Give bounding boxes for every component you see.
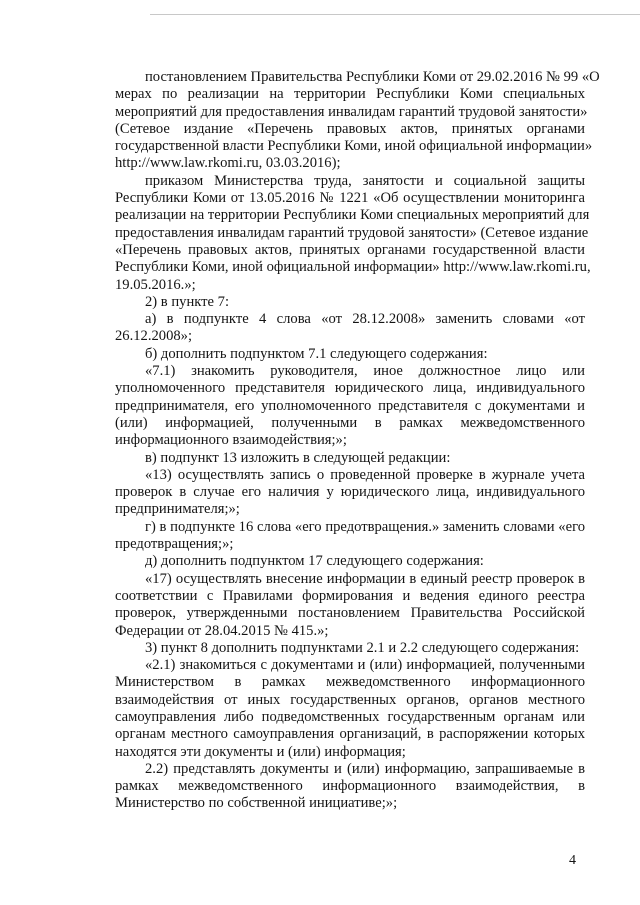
paragraph — [115, 657, 585, 761]
paragraph — [115, 761, 585, 813]
text-line: 2) в пункте 7: — [145, 293, 230, 310]
text-line: Министерством в рамках межведомственного информационного — [115, 674, 585, 691]
paragraph — [115, 553, 585, 570]
text-line: «2.1) знакомиться с документами и (или) информацией, полученными — [145, 657, 585, 674]
paragraph — [115, 69, 600, 173]
text-line: предпринимателя, его уполномоченного представителя с документами и — [115, 397, 585, 414]
text-line: «Перечень правовых актов, принятых органами государственной власти — [115, 241, 585, 258]
text-line: «13) осуществлять запись о проведенной проверке в журнале учета — [145, 466, 585, 483]
text-line: Республики Коми, иной официальной информации» http://www.law.rkomi.ru, — [115, 259, 591, 276]
text-line: (Сетевое издание «Перечень правовых актов, принятых органами — [115, 120, 585, 137]
paragraph — [115, 519, 585, 554]
text-line: http://www.law.rkomi.ru, 03.03.2016); — [115, 155, 341, 172]
text-line: Федерации от 28.04.2015 № 415.»; — [115, 622, 329, 639]
scan-edge-line — [150, 14, 640, 15]
text-line: уполномоченного представителя юридического лица, индивидуального — [115, 380, 585, 397]
text-line: 26.12.2008»; — [115, 328, 193, 345]
text-line: 3) пункт 8 дополнить подпунктами 2.1 и 2.2 следующего содержания: — [145, 639, 580, 656]
text-line: рамках межведомственного информационного взаимодействия, в — [115, 778, 585, 795]
text-line: в) подпункт 13 изложить в следующей редакции: — [145, 449, 451, 466]
paragraph — [115, 467, 585, 519]
text-line: реализации на территории Республики Коми специальных мероприятий для — [115, 207, 590, 224]
text-line: самоуправления либо подведомственных государственным органам или — [115, 708, 585, 725]
text-line: Министерство по собственной инициативе;»; — [115, 795, 398, 812]
document-body — [115, 69, 600, 813]
text-line: находятся эти документы и (или) информация; — [115, 743, 406, 760]
text-line: взаимодействия от иных государственных органов, органов местного — [115, 691, 585, 708]
text-line: проверок, утвержденными постановлением Правительства Российской — [115, 605, 585, 622]
text-line: соответствии с Правилами формирования и ведения единого реестра — [115, 587, 585, 604]
text-line: а) в подпункте 4 слова «от 28.12.2008» заменить словами «от — [145, 311, 585, 328]
text-line: мероприятий для предоставления инвалидам гарантий трудовой занятости» — [115, 103, 588, 120]
paragraph — [115, 294, 585, 311]
text-line: д) дополнить подпунктом 17 следующего содержания: — [145, 553, 484, 570]
text-line: государственной власти Республики Коми, иной официальной информации» — [115, 138, 593, 155]
text-line: «7.1) знакомить руководителя, иное должностное лицо или — [145, 363, 585, 380]
paragraph — [115, 346, 585, 363]
text-line: 2.2) представлять документы и (или) информацию, запрашиваемые в — [145, 760, 585, 777]
text-line: постановлением Правительства Республики Коми от 29.02.2016 № 99 «О — [145, 69, 600, 85]
paragraph — [115, 450, 585, 467]
text-line: 19.05.2016.»; — [115, 276, 196, 293]
text-line: мерах по реализации на территории Республики Коми специальных — [115, 86, 585, 103]
text-line: (или) информацией, полученными в рамках межведомственного — [115, 414, 585, 431]
text-line: «17) осуществлять внесение информации в единый реестр проверок в — [145, 570, 585, 587]
text-line: предоставления инвалидам гарантий трудовой занятости» (Сетевое издание — [115, 224, 589, 241]
text-line: г) в подпункте 16 слова «его предотвращения.» заменить словами «его — [145, 518, 585, 535]
text-line: Республики Коми от 13.05.2016 № 1221 «Об осуществлении мониторинга — [115, 190, 585, 207]
page-number: 4 — [569, 853, 576, 868]
paragraph — [115, 311, 585, 346]
paragraph — [115, 363, 585, 449]
paragraph — [115, 172, 591, 294]
text-line: органам местного самоуправления организаций, в распоряжении которых — [115, 726, 585, 743]
paragraph — [115, 640, 585, 657]
text-line: предпринимателя;»; — [115, 501, 240, 518]
text-line: б) дополнить подпунктом 7.1 следующего содержания: — [145, 345, 488, 362]
text-line: приказом Министерства труда, занятости и социальной защиты — [145, 172, 585, 189]
paragraph — [115, 571, 585, 640]
text-line: предотвращения;»; — [115, 536, 234, 553]
text-line: проверок в случае его наличия у юридического лица, индивидуального — [115, 484, 585, 501]
text-line: информационного взаимодействия;»; — [115, 432, 347, 449]
